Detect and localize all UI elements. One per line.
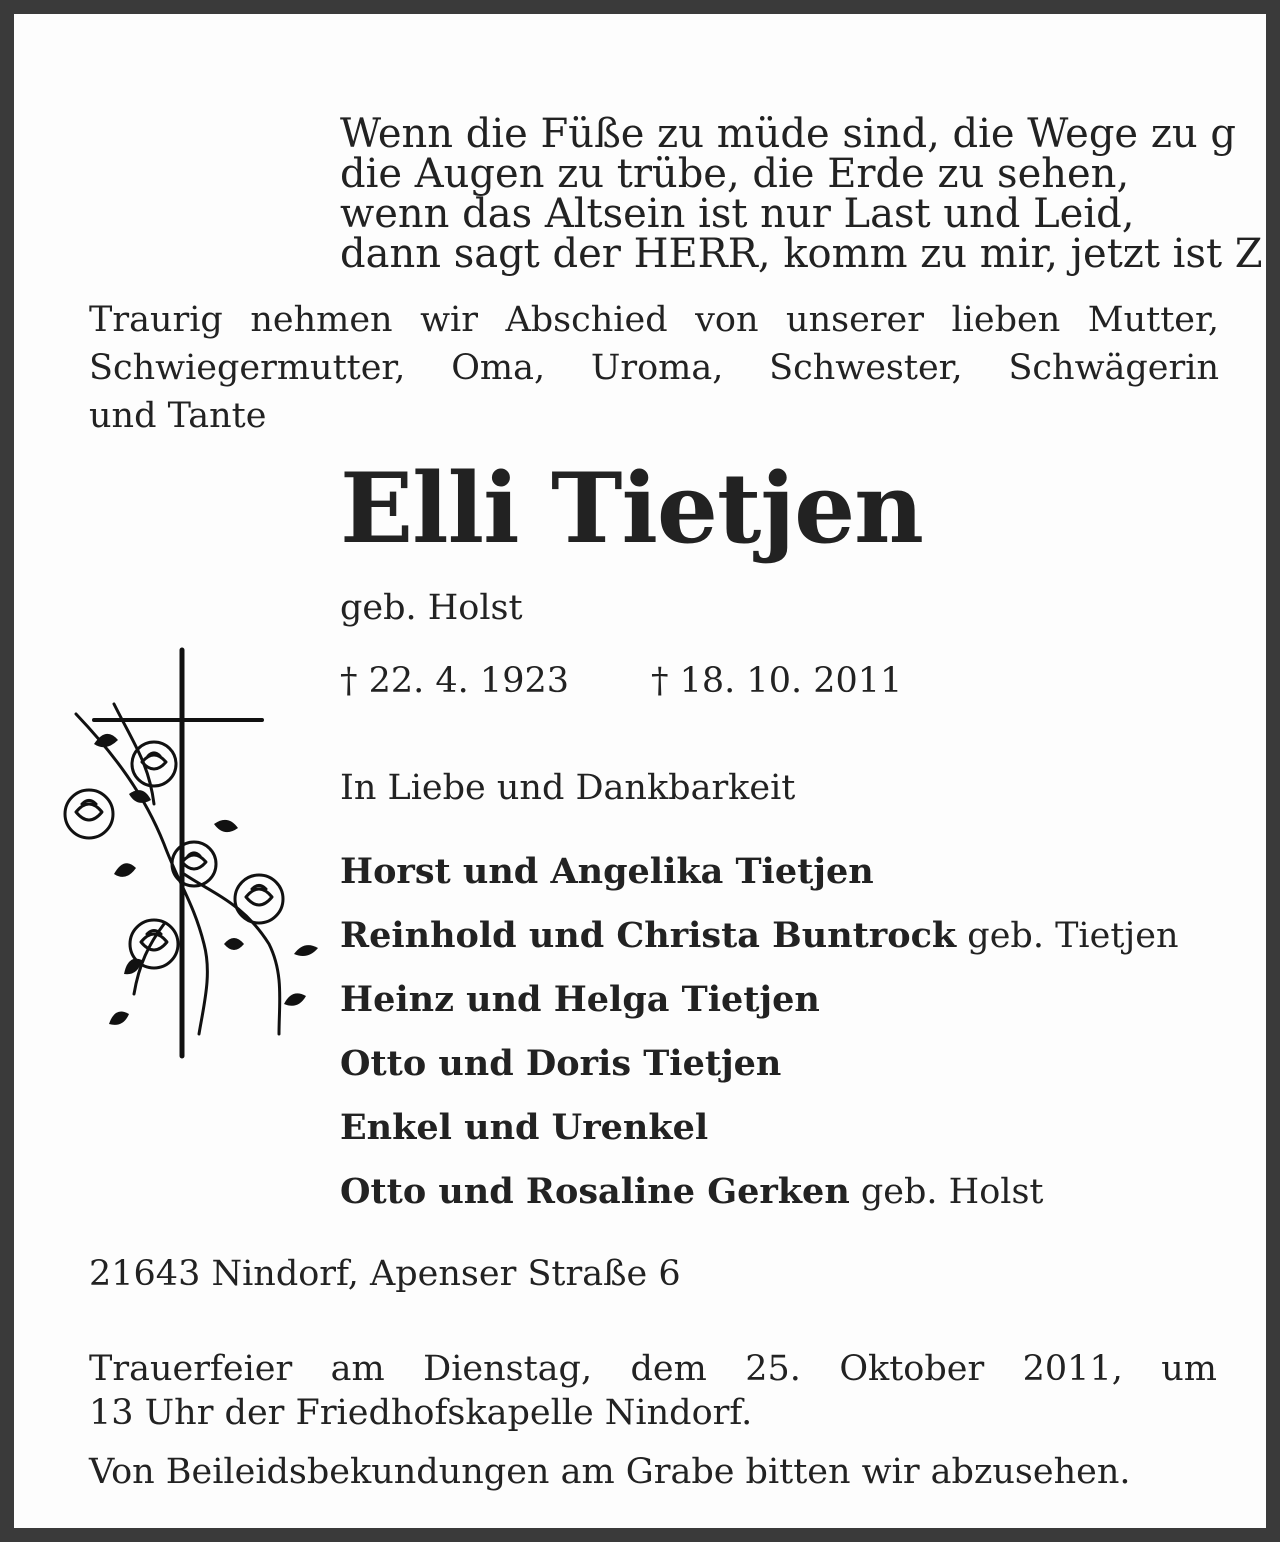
poem-line: dann sagt der HERR, komm zu mir, jetzt ist Z [340,231,1263,277]
service-line: Trauerfeier am Dienstag, dem 25. Oktober 2011, um [89,1349,1217,1389]
intro-line: Schwiegermutter, Oma, Uroma, Schwester, Schwägerin [89,348,1219,388]
maiden-name: geb. Holst [340,588,523,628]
mourner-entry [340,1032,1179,1096]
mourner-suffix: geb. Holst [849,1172,1044,1212]
mourner-name: Enkel und Urenkel [340,1107,709,1148]
death-date: † 18. 10. 2011 [651,661,903,701]
mourner-name: Reinhold und Christa Buntrock [340,915,957,956]
birth-date: † 22. 4. 1923 [340,661,570,701]
condolence-note: Von Beileidsbekundungen am Grabe bitten wir abzusehen. [89,1452,1131,1492]
intro-line: und Tante [89,396,267,436]
deceased-name: Elli Tietjen [340,452,923,565]
poem-line: die Augen zu trübe, die Erde zu sehen, [340,151,1130,197]
poem-line: wenn das Altsein ist nur Last und Leid, [340,191,1135,237]
poem-line: Wenn die Füße zu müde sind, die Wege zu g [340,111,1236,157]
mourner-entry [340,968,1179,1032]
mourner-entry [340,840,1179,904]
mourner-suffix: geb. Tietjen [956,916,1179,956]
cross-with-roses-icon [54,644,324,1064]
mourner-entry [340,1096,1179,1160]
mourners-list [340,840,1179,1224]
life-dates [340,661,902,701]
intro-text [89,296,1219,440]
service-line: 13 Uhr der Friedhofskapelle Nindorf. [89,1393,753,1433]
mourner-name: Horst und Angelika Tietjen [340,851,874,892]
mourner-name: Otto und Doris Tietjen [340,1043,782,1084]
intro-line: Traurig nehmen wir Abschied von unserer lieben Mutter, [89,300,1219,340]
mourner-entry [340,1160,1179,1224]
closing-phrase: In Liebe und Dankbarkeit [340,768,796,808]
mourner-name: Heinz und Helga Tietjen [340,979,820,1020]
address: 21643 Nindorf, Apenser Straße 6 [89,1254,681,1294]
mourner-name: Otto und Rosaline Gerken [340,1171,850,1212]
service-info [89,1347,1217,1435]
mourner-entry [340,904,1179,968]
poem-verse [340,111,1263,277]
